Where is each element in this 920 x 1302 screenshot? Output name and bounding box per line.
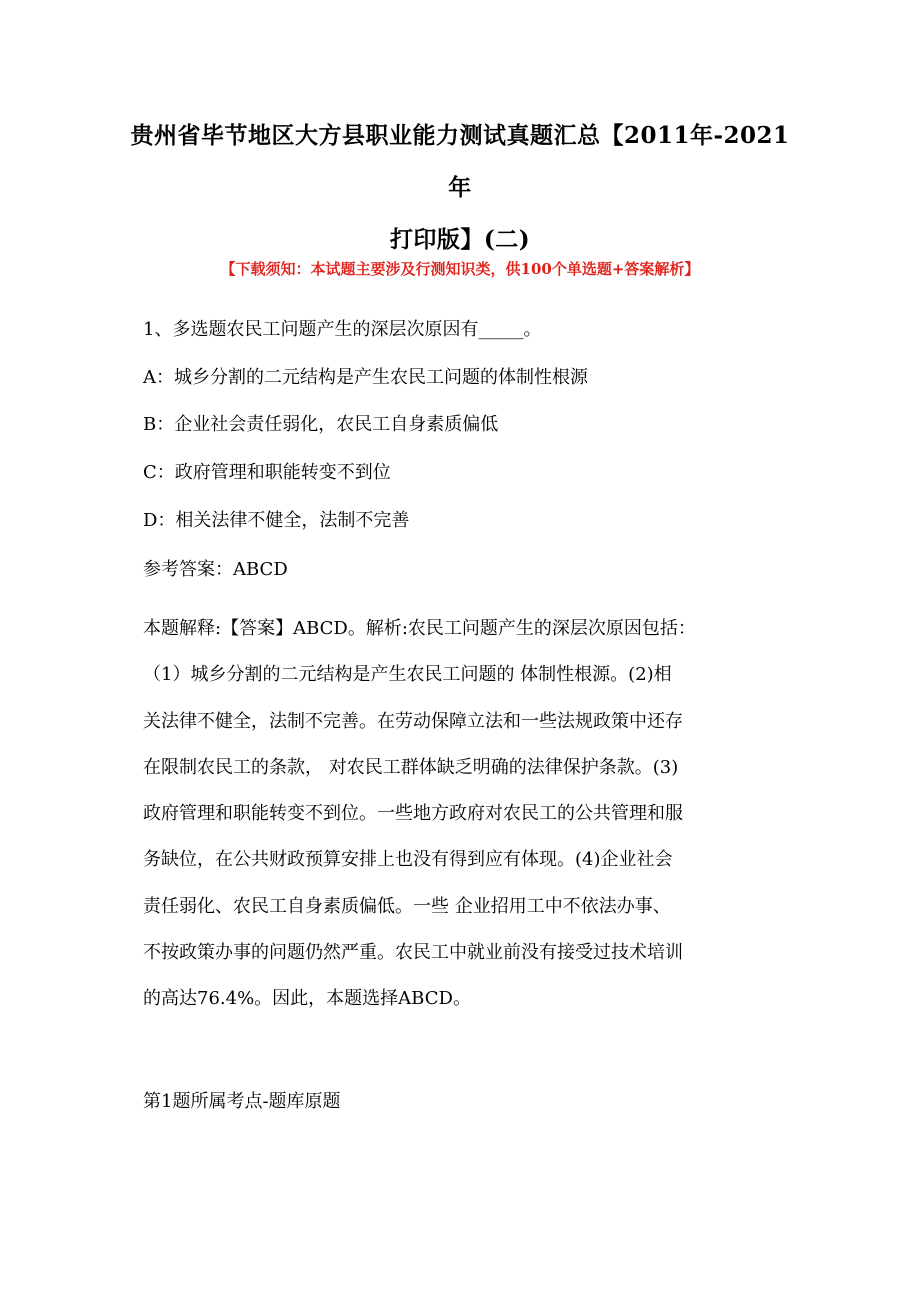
explanation-line: 不按政策办事的问题仍然严重。农民工中就业前没有接受过技术培训: [143, 942, 683, 964]
explanation-line: 的高达76.4%。因此，本题选择ABCD。: [143, 988, 471, 1010]
explanation-line: 关法律不健全，法制不完善。在劳动保障立法和一些法规政策中还存: [143, 710, 683, 732]
option-d: D：相关法律不健全，法制不完善: [143, 510, 410, 531]
title-line-2: 打印版】(二): [389, 226, 531, 253]
answer-explanation: [143, 606, 793, 1023]
title-line-1: 贵州省毕节地区大方县职业能力测试真题汇总【2011年-2021年: [130, 122, 790, 201]
document-title: [130, 110, 790, 266]
option-c: C：政府管理和职能转变不到位: [143, 462, 391, 483]
explanation-line: 在限制农民工的条款， 对农民工群体缺乏明确的法律保护条款。(3): [143, 756, 679, 778]
download-notice: 【下载须知：本试题主要涉及行测知识类，供100个单选题+答案解析】: [220, 260, 700, 278]
explanation-line: 政府管理和职能转变不到位。一些地方政府对农民工的公共管理和服: [143, 803, 683, 825]
question-topic: 第1题所属考点-题库原题: [143, 1091, 341, 1112]
explanation-line: 务缺位，在公共财政预算安排上也没有得到应有体现。(4)企业社会: [143, 849, 673, 871]
question-stem: 1、多选题农民工问题产生的深层次原因有_____。: [143, 319, 542, 340]
reference-answer: 参考答案：ABCD: [143, 559, 288, 580]
option-a: A：城乡分割的二元结构是产生农民工问题的体制性根源: [143, 367, 588, 388]
explanation-line: 责任弱化、农民工自身素质偏低。一些 企业招用工中不依法办事、: [143, 895, 671, 917]
option-b: B：企业社会责任弱化，农民工自身素质偏低: [143, 414, 499, 435]
explanation-line: 本题解释:【答案】ABCD。解析:农民工问题产生的深层次原因包括：: [143, 618, 696, 639]
explanation-line: （1）城乡分割的二元结构是产生农民工问题的 体制性根源。(2)相: [143, 664, 672, 686]
